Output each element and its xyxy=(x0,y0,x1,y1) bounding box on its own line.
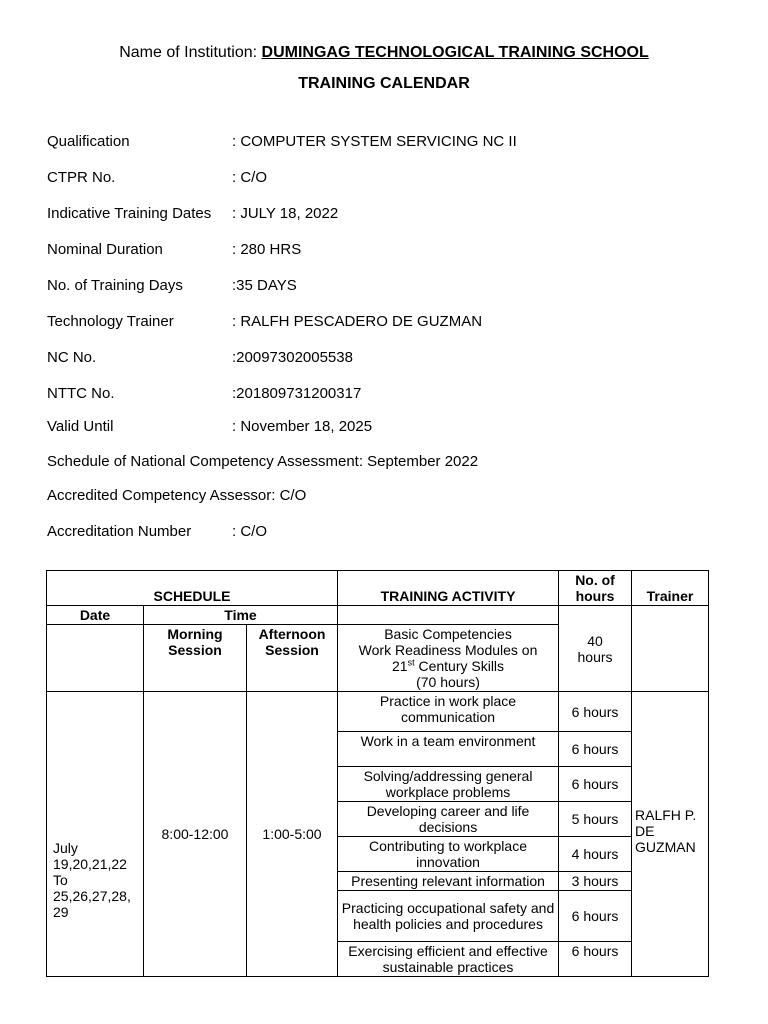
afternoon-header-line2: Session xyxy=(265,642,319,658)
hours-cell: 6 hours xyxy=(559,942,632,977)
afternoon-time-cell: 1:00-5:00 xyxy=(247,692,338,977)
basic-hours-cell xyxy=(559,606,632,692)
hours-header-line2: hours xyxy=(575,588,615,604)
activity-cell: Work in a team environment xyxy=(338,732,559,767)
info-label: Valid Until xyxy=(47,418,114,435)
assessment-schedule: Schedule of National Competency Assessment: September 2022 xyxy=(47,453,479,470)
info-value: : RALFH PESCADERO DE GUZMAN xyxy=(232,313,483,330)
page-title: TRAINING CALENDAR xyxy=(298,75,470,92)
date-line3: To xyxy=(53,872,68,888)
date-line5: 29 xyxy=(53,904,69,920)
activity-cell: Practice in work place communication xyxy=(338,692,559,732)
basic-line3-sup: st xyxy=(407,657,415,668)
trainer-line2: DE xyxy=(635,823,655,839)
hours-cell: 4 hours xyxy=(559,837,632,872)
table-row xyxy=(47,692,709,732)
info-valid-until xyxy=(47,418,372,435)
info-nttc-no xyxy=(47,385,361,402)
activity-cell: Solving/addressing general workplace problems xyxy=(338,767,559,802)
hours-header xyxy=(559,571,632,606)
info-label: Qualification xyxy=(47,133,130,150)
info-value: : C/O xyxy=(232,169,268,186)
training-activity-header: TRAINING ACTIVITY xyxy=(338,571,559,606)
morning-time-cell: 8:00-12:00 xyxy=(144,692,247,977)
activity-cell: Developing career and life decisions xyxy=(338,802,559,837)
info-label: NTTC No. xyxy=(47,385,115,402)
accredited-assessor: Accredited Competency Assessor: C/O xyxy=(47,487,307,504)
info-ctpr xyxy=(47,169,267,186)
info-label: Indicative Training Dates xyxy=(47,205,212,222)
afternoon-header-line1: Afternoon xyxy=(258,626,326,642)
info-label: Accreditation Number xyxy=(47,523,192,540)
info-value: : JULY 18, 2022 xyxy=(232,205,339,222)
info-label: Nominal Duration xyxy=(47,241,163,258)
info-label: Technology Trainer xyxy=(47,313,174,330)
basic-hours-line2: hours xyxy=(577,648,613,665)
info-value: : November 18, 2025 xyxy=(232,418,373,435)
morning-header-line2: Session xyxy=(168,642,222,658)
info-trainer xyxy=(47,313,482,330)
training-calendar-table xyxy=(46,570,709,977)
info-qualification xyxy=(47,133,517,150)
empty-cell xyxy=(632,606,709,692)
time-header: Time xyxy=(144,606,338,625)
hours-cell: 6 hours xyxy=(559,692,632,732)
empty-cell xyxy=(338,606,559,625)
hours-cell: 3 hours xyxy=(559,872,632,891)
trainer-line3: GUZMAN xyxy=(635,839,696,855)
activity-cell: Contributing to workplace innovation xyxy=(338,837,559,872)
basic-line4: (70 hours) xyxy=(416,674,480,690)
hours-cell: 5 hours xyxy=(559,802,632,837)
date-header: Date xyxy=(47,606,144,625)
morning-session-header xyxy=(144,625,247,692)
activity-cell: Practicing occupational safety and health policies and procedures xyxy=(338,891,559,942)
schedule-header: SCHEDULE xyxy=(47,571,338,606)
empty-cell xyxy=(47,625,144,692)
basic-line1: Basic Competencies xyxy=(384,626,512,642)
info-training-dates xyxy=(47,205,338,222)
activity-cell: Presenting relevant information xyxy=(338,872,559,891)
basic-hours-line1: 40 xyxy=(587,632,603,649)
trainer-cell xyxy=(632,692,709,977)
basic-line3 xyxy=(341,658,555,674)
info-value: :35 DAYS xyxy=(232,277,297,294)
table-subheader-row xyxy=(47,606,709,625)
basic-line3-rest: Century Skills xyxy=(414,658,505,674)
info-value: :20097302005538 xyxy=(232,349,353,366)
info-value: :201809731200317 xyxy=(232,385,362,402)
trainer-line1: RALFH P. xyxy=(635,807,697,823)
info-nominal-duration xyxy=(47,241,301,258)
institution-label: Name of Institution: xyxy=(119,44,258,61)
hours-cell: 6 hours xyxy=(559,891,632,942)
basic-line3-num: 21 xyxy=(391,658,408,674)
date-line4: 25,26,27,28, xyxy=(53,888,131,904)
hours-header-line1: No. of xyxy=(575,572,615,588)
date-cell xyxy=(47,692,144,977)
info-value: : C/O xyxy=(232,523,268,540)
basic-competencies-cell xyxy=(338,625,559,692)
hours-cell: 6 hours xyxy=(559,732,632,767)
info-value: : 280 HRS xyxy=(232,241,302,258)
afternoon-session-header xyxy=(247,625,338,692)
morning-header-line1: Morning xyxy=(167,626,223,642)
info-accreditation-number xyxy=(47,523,267,540)
institution-heading xyxy=(0,44,768,62)
hours-cell: 6 hours xyxy=(559,767,632,802)
date-line1: July xyxy=(53,840,78,856)
trainer-header: Trainer xyxy=(632,571,709,606)
institution-name: DUMINGAG TECHNOLOGICAL TRAINING SCHOOL xyxy=(261,44,649,61)
table-header-row xyxy=(47,571,709,606)
date-line2: 19,20,21,22 xyxy=(53,856,127,872)
info-label: CTPR No. xyxy=(47,169,116,186)
info-training-days xyxy=(47,277,297,294)
info-label: NC No. xyxy=(47,349,97,366)
info-label: No. of Training Days xyxy=(47,277,183,294)
activity-cell: Exercising efficient and effective sustainable practices xyxy=(338,942,559,977)
info-nc-no xyxy=(47,349,353,366)
basic-line2: Work Readiness Modules on xyxy=(358,642,538,658)
info-value: : COMPUTER SYSTEM SERVICING NC II xyxy=(232,133,517,150)
